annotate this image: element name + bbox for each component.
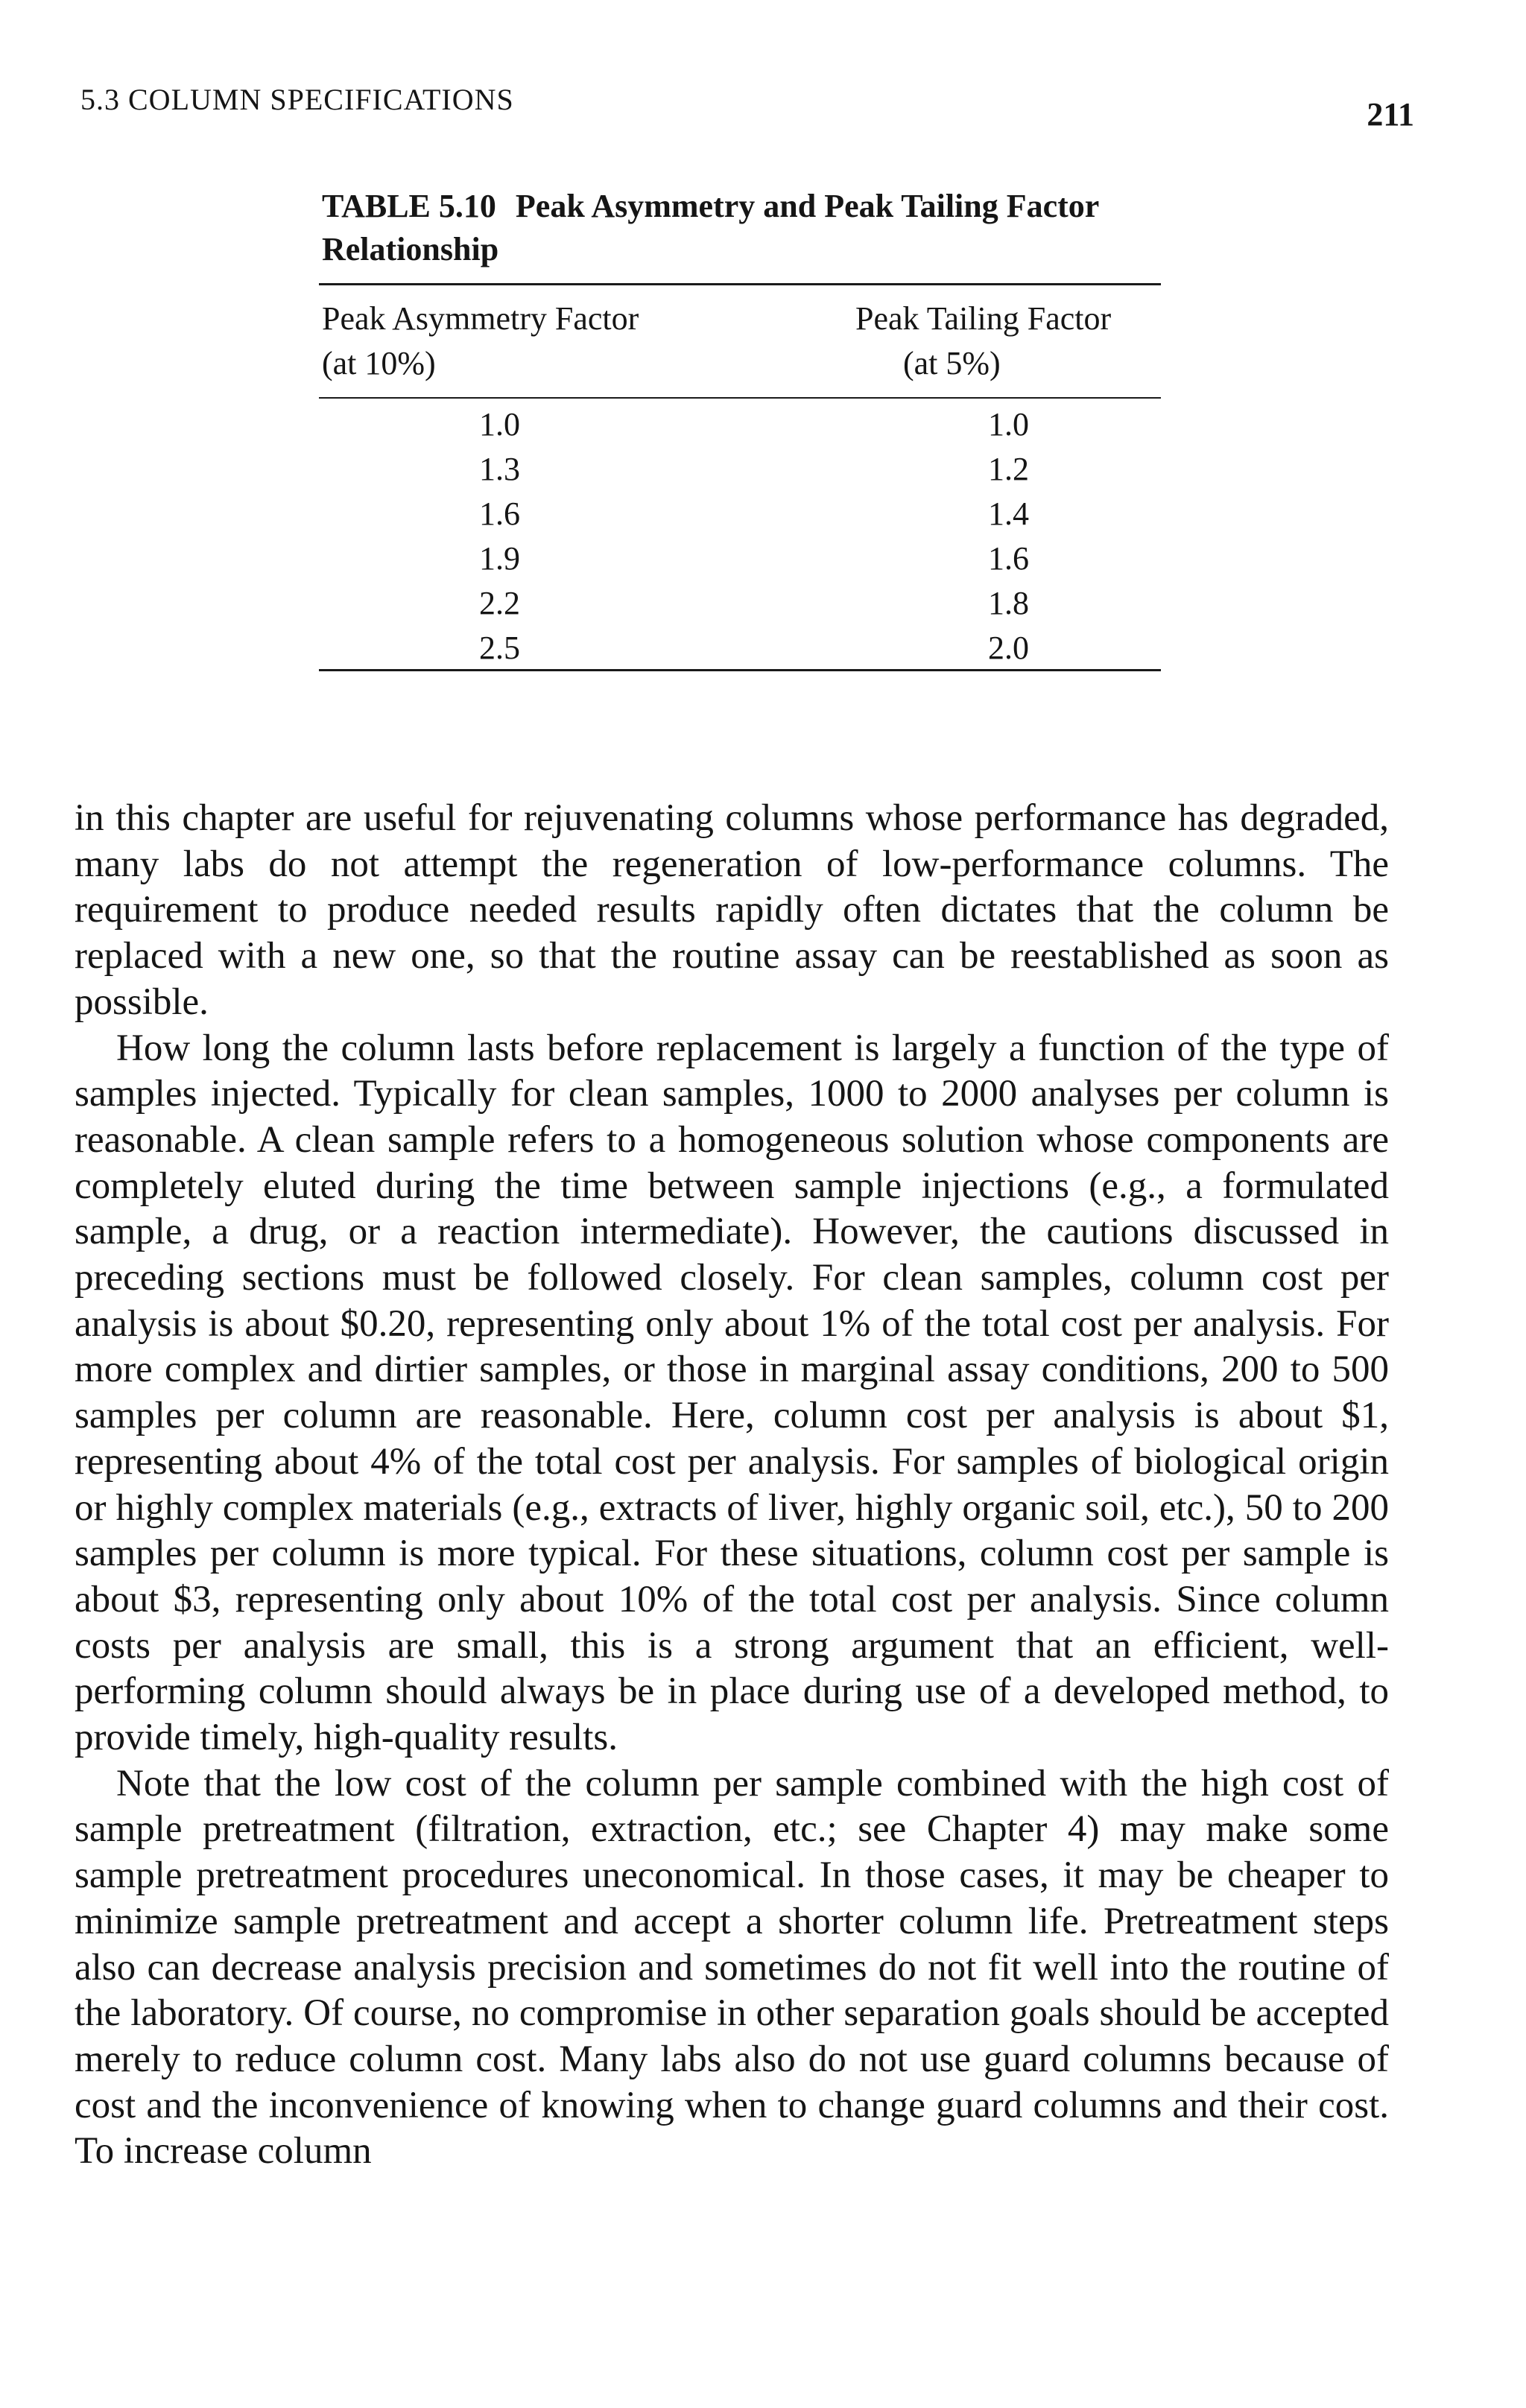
- table-cell: 2.0: [988, 630, 1029, 666]
- running-header: 5.3 COLUMN SPECIFICATIONS: [80, 83, 514, 116]
- table-cell: 1.2: [988, 451, 1029, 487]
- asymmetry-values: [479, 402, 520, 671]
- table-cell: 1.0: [988, 406, 1029, 443]
- column-header-asymmetry: [322, 297, 639, 386]
- paragraph: in this chapter are useful for rejuvenating columns whose performance has degraded, many labs do not attempt the regeneration of low-performance columns. The requirement to produce needed results rapidly often dictates that the column be replaced with a new one, so that the routine assay can be reestablished as soon as possible.: [75, 797, 1389, 1023]
- tailing-values: [988, 402, 1029, 671]
- table-label: TABLE 5.10: [322, 188, 496, 224]
- paragraph: Note that the low cost of the column per sample combined with the high cost of sample pretreatment (filtration, extraction, etc.; see Chapter 4) may make some sample pretreatment procedures uneconomical. In those cases, it may be cheaper to minimize sample pretreatment and accept a shorter column life. Pretreatment steps also can decrease analysis precision and sometimes do not fit well into the routine of the laboratory. Of course, no compromise in other separation goals should be accepted merely to reduce column cost. Many labs also do not use guard columns because of cost and the inconvenience of knowing when to change guard columns and their cost. To increase column: [75, 1762, 1389, 2173]
- column-header-line: (at 5%): [903, 345, 1001, 381]
- table-cell: 1.0: [479, 406, 520, 443]
- table-bottom-rule: [319, 669, 1161, 671]
- table-cell: 1.3: [479, 451, 520, 487]
- body-text: [75, 796, 1389, 2175]
- table-cell: 1.6: [988, 540, 1029, 577]
- table-cell: 1.9: [479, 540, 520, 577]
- table-cell: 1.4: [988, 495, 1029, 532]
- table-cell: 2.2: [479, 585, 520, 621]
- table-title: Peak Asymmetry and Peak Tailing Factor Relationship: [322, 188, 1099, 267]
- column-header-line: (at 10%): [322, 345, 436, 381]
- table-cell: 1.6: [479, 495, 520, 532]
- table-header-rule: [319, 397, 1161, 399]
- table-caption: [322, 185, 1179, 271]
- column-header-tailing: [855, 297, 1111, 386]
- column-header-line: Peak Tailing Factor: [855, 300, 1112, 337]
- table-top-rule: [319, 283, 1161, 285]
- table-cell: 1.8: [988, 585, 1029, 621]
- table-cell: 2.5: [479, 630, 520, 666]
- paragraph: How long the column lasts before replacement is largely a function of the type of samples injected. Typically for clean samples, 1000 to 2000 analyses per column is reasonable. A clean sample refers to a homogeneous solution whose components are completely eluted during the time between sample injections (e.g., a formulated sample, a drug, or a reaction intermediate). However, the cautions discussed in preceding sections must be followed closely. For clean samples, column cost per analysis is about $0.20, representing only about 1% of the total cost per analysis. For more complex and dirtier samples, or those in marginal assay conditions, 200 to 500 samples per column are reasonable. Here, column cost per analysis is about $1, representing about 4% of the total cost per analysis. For samples of biological origin or highly complex materials (e.g., extracts of liver, highly organic soil, etc.), 50 to 200 samples per column is more typical. For these situations, column cost per sample is about $3, representing only about 10% of the total cost per analysis. Since column costs per analysis are small, this is a strong argument that an efficient, well-performing column should always be in place during use of a developed method, to provide timely, high-quality results.: [75, 1027, 1389, 1759]
- column-header-line: Peak Asymmetry Factor: [322, 300, 639, 337]
- page-number: 211: [1367, 96, 1414, 133]
